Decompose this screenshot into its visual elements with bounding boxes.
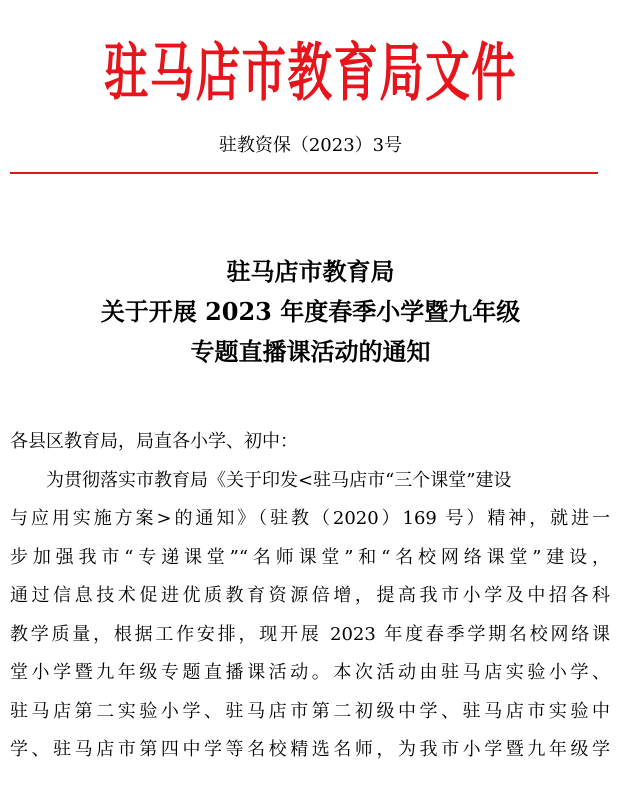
notice-title-line-1: 驻马店市教育局 (226, 257, 395, 286)
paragraph-line: 教学质量，根据工作安排，现开展 2023 年度春季学期名校网络课 (10, 623, 610, 645)
salutation: 各县区教育局，局直各小学、初中： (10, 431, 298, 452)
notice-title-line-2: 关于开展 2023 年度春季小学暨九年级 (100, 297, 521, 326)
notice-title-line-3: 专题直播课活动的通知 (190, 337, 431, 366)
paragraph-line: 与应用实施方案>的通知》（驻教（2020）169 号）精神，就进一 (10, 508, 610, 529)
paragraph-line: 通过信息技术促进优质教育资源倍增，提高我市小学及中招各科 (10, 585, 610, 606)
notice-title (0, 252, 621, 372)
paragraph-line: 学、驻马店市第四中学等名校精选名师，为我市小学暨九年级学 (10, 739, 610, 760)
document-number: 驻教资保（2023）3号 (218, 135, 403, 156)
paragraph-line: 为贯彻落实市教育局《关于印发<驻马店市“三个课堂”建设 (46, 469, 512, 491)
document-body (10, 423, 610, 770)
paragraph-line: 驻马店第二实验小学、驻马店市第二初级中学、驻马店市实验中 (10, 700, 610, 722)
paragraph-line: 步加强我市“专递课堂”“名师课堂”和“名校网络课堂”建设， (10, 546, 610, 568)
header-red-divider (10, 172, 598, 174)
paragraph-line: 堂小学暨九年级专题直播课活动。本次活动由驻马店实验小学、 (10, 662, 610, 683)
document-header-title: 驻马店市教育局文件 (104, 36, 517, 110)
